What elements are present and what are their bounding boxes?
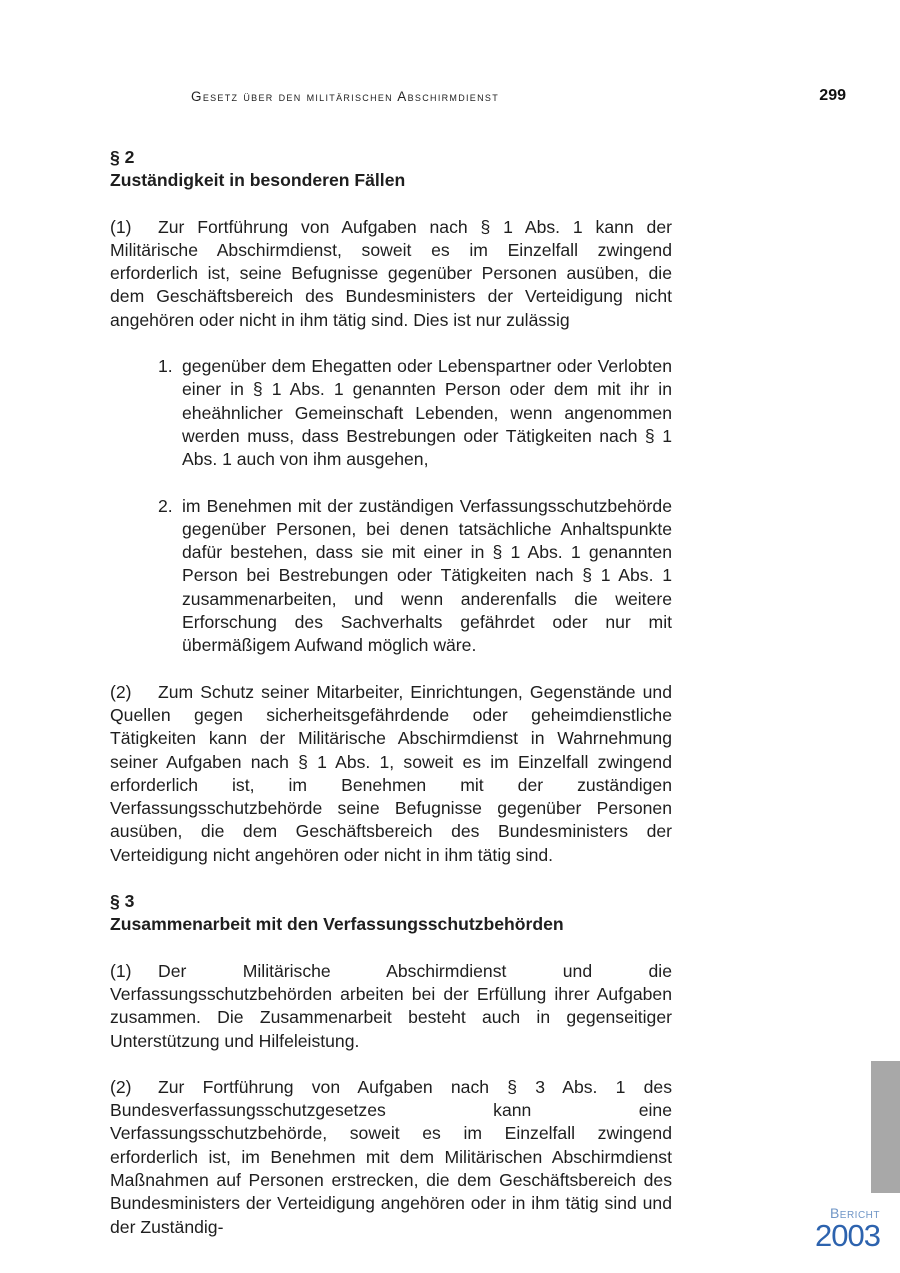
- running-head-text2: bschirmdienst: [407, 89, 500, 104]
- section-3-title: Zusammenarbeit mit den Verfassungsschutzbehörden: [110, 914, 564, 935]
- section-3-paragraph-1: [110, 960, 672, 1053]
- paragraph-text: Zur Fortführung von Aufgaben nach § 1 Abs. 1 kann der Militärische Abschirmdienst, soweit es im Einzelfall zwingend erforderlich ist, seine Befugnisse gegenüber Personen ausüben, die dem Geschäftsbereich des Bundesministers der Verteidigung nicht angehören oder nicht in ihm tätig sind. Dies ist nur zulässig: [110, 216, 672, 330]
- paragraph-label: (2): [110, 681, 132, 702]
- report-logo-year: 2003: [815, 1218, 880, 1253]
- paragraph-text: Zur Fortführung von Aufgaben nach § 3 Abs. 1 des Bundesverfassungsschutzgesetzes kann eine Verfassungsschutzbehörde, soweit es im Einzelfall zwingend erforderlich ist, im Benehmen mit dem Militärischen Abschirmdienst Maßnahmen auf Personen erstrecken, die dem Geschäftsbereich des Bundesministers der Verteidigung angehören oder in ihm tätig sind und der Zuständig-: [110, 1076, 672, 1237]
- running-head: [191, 89, 499, 104]
- list-item-text: gegenüber dem Ehegatten oder Lebenspartner oder Verlobten einer in § 1 Abs. 1 genannten Person oder dem mit ihr in eheähnlicher Gemeinschaft Lebenden, wenn angenommen werden muss, dass Bestrebungen oder Tätigkeiten nach § 1 Abs. 1 auch von ihm ausgehen,: [182, 356, 672, 470]
- list-item-number: 1.: [158, 356, 173, 377]
- paragraph-label: (1): [110, 216, 132, 237]
- report-logo-word: Bericht: [829, 1205, 880, 1221]
- section-2-paragraph-1: [110, 216, 672, 332]
- section-3-paragraph-2: [110, 1076, 672, 1239]
- list-item-text: im Benehmen mit der zuständigen Verfassungsschutzbehörde gegenüber Personen, bei denen tatsächliche Anhaltspunkte dafür bestehen, dass sie mit einer in § 1 Abs. 1 genannten Person bei Bestrebungen oder Tätigkeiten nach § 1 Abs. 1 zusammenarbeiten, und wenn anderenfalls die weitere Erforschung des Sachverhalts gefährdet oder nur mit übermäßigem Aufwand möglich wäre.: [182, 495, 672, 656]
- page-number: 299: [819, 87, 846, 104]
- list-item: [110, 355, 672, 471]
- chapter-tab-marker: [871, 1061, 900, 1193]
- section-3-number: § 3: [110, 891, 135, 912]
- paragraph-text: Der Militärische Abschirmdienst und die Verfassungsschutzbehörden arbeiten bei der Erfüllung ihrer Aufgaben zusammen. Die Zusammenarbeit besteht auch in gegenseitiger Unterstützung und Hilfeleistung.: [110, 960, 672, 1051]
- running-head-cap1: G: [191, 89, 203, 104]
- section-2-list: [110, 355, 672, 658]
- section-2-number: § 2: [110, 147, 135, 167]
- section-2-paragraph-2: [110, 681, 672, 867]
- list-item: [110, 495, 672, 658]
- section-2-title: Zuständigkeit in besonderen Fällen: [110, 170, 406, 191]
- running-head-text1: esetz über den militärischen: [202, 89, 398, 104]
- report-logo: [806, 1205, 880, 1251]
- list-item-number: 2.: [158, 495, 173, 516]
- paragraph-label: (2): [110, 1076, 132, 1097]
- running-head-cap2: A: [397, 89, 408, 104]
- paragraph-text: Zum Schutz seiner Mitarbeiter, Einrichtungen, Gegenstände und Quellen gegen sicherheitsgefährdende oder geheimdienstliche Tätigkeiten kann der Militärische Abschirmdienst in Wahrnehmung seiner Aufgaben nach § 1 Abs. 1, soweit es im Einzelfall zwingend erforderlich ist, im Benehmen mit der zuständigen Verfassungsschutzbehörde seine Befugnisse gegenüber Personen ausüben, die dem Geschäftsbereich des Bundesministers der Verteidigung nicht angehören oder nicht in ihm tätig sind.: [110, 681, 672, 865]
- page-body: [110, 146, 672, 1262]
- paragraph-label: (1): [110, 960, 132, 981]
